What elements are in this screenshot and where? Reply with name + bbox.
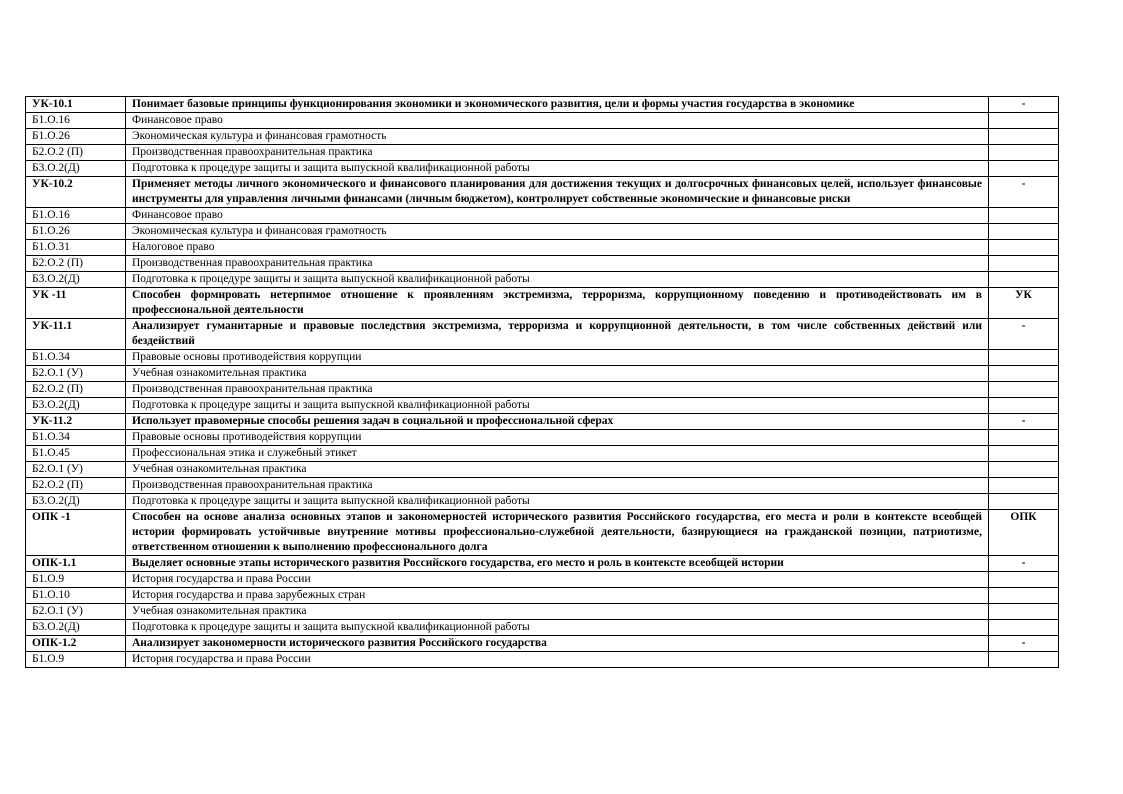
discipline-name-cell: Подготовка к процедуре защиты и защита выпускной квалификационной работы [126, 398, 989, 414]
discipline-code-cell: Б1.О.9 [26, 652, 126, 668]
competency-row [26, 319, 1059, 350]
discipline-row [26, 572, 1059, 588]
mark-cell [989, 604, 1059, 620]
discipline-row [26, 588, 1059, 604]
discipline-code-cell: Б3.О.2(Д) [26, 272, 126, 288]
competency-row [26, 177, 1059, 208]
competency-row [26, 414, 1059, 430]
competency-description-cell: Анализирует гуманитарные и правовые последствия экстремизма, терроризма и коррупционной деятельности, в том числе собственных действий или бездействий [126, 319, 989, 350]
discipline-name-cell: Финансовое право [126, 208, 989, 224]
discipline-code-cell: Б2.О.2 (П) [26, 145, 126, 161]
discipline-name-cell: Правовые основы противодействия коррупции [126, 350, 989, 366]
discipline-row [26, 446, 1059, 462]
discipline-row [26, 478, 1059, 494]
discipline-name-cell: История государства и права зарубежных стран [126, 588, 989, 604]
discipline-name-cell: Налоговое право [126, 240, 989, 256]
competency-code-cell: УК-11.2 [26, 414, 126, 430]
discipline-code-cell: Б1.О.9 [26, 572, 126, 588]
discipline-row [26, 224, 1059, 240]
discipline-code-cell: Б1.О.10 [26, 588, 126, 604]
discipline-name-cell: Производственная правоохранительная практика [126, 478, 989, 494]
mark-cell [989, 652, 1059, 668]
competency-code-cell: УК -11 [26, 288, 126, 319]
mark-cell [989, 430, 1059, 446]
discipline-name-cell: Учебная ознакомительная практика [126, 462, 989, 478]
mark-cell [989, 382, 1059, 398]
mark-cell [989, 129, 1059, 145]
discipline-code-cell: Б2.О.2 (П) [26, 256, 126, 272]
discipline-name-cell: Производственная правоохранительная практика [126, 256, 989, 272]
discipline-row [26, 129, 1059, 145]
mark-cell [989, 224, 1059, 240]
discipline-row [26, 494, 1059, 510]
mark-cell [989, 478, 1059, 494]
discipline-code-cell: Б3.О.2(Д) [26, 161, 126, 177]
mark-cell [989, 462, 1059, 478]
mark-cell [989, 572, 1059, 588]
discipline-row [26, 462, 1059, 478]
discipline-row [26, 350, 1059, 366]
competency-row [26, 636, 1059, 652]
discipline-code-cell: Б1.О.34 [26, 350, 126, 366]
discipline-name-cell: Учебная ознакомительная практика [126, 366, 989, 382]
mark-cell [989, 113, 1059, 129]
discipline-row [26, 620, 1059, 636]
discipline-code-cell: Б1.О.45 [26, 446, 126, 462]
mark-cell: - [989, 319, 1059, 350]
discipline-row [26, 382, 1059, 398]
discipline-name-cell: Производственная правоохранительная практика [126, 382, 989, 398]
discipline-code-cell: Б1.О.26 [26, 129, 126, 145]
mark-cell [989, 272, 1059, 288]
discipline-code-cell: Б1.О.34 [26, 430, 126, 446]
competencies-table [25, 96, 1059, 668]
mark-cell [989, 256, 1059, 272]
competency-row [26, 288, 1059, 319]
mark-cell [989, 588, 1059, 604]
discipline-code-cell: Б1.О.26 [26, 224, 126, 240]
discipline-row [26, 240, 1059, 256]
mark-cell: ОПК [989, 510, 1059, 556]
competency-code-cell: УК-10.1 [26, 97, 126, 113]
competency-code-cell: ОПК -1 [26, 510, 126, 556]
discipline-name-cell: История государства и права России [126, 572, 989, 588]
discipline-name-cell: Правовые основы противодействия коррупции [126, 430, 989, 446]
discipline-code-cell: Б1.О.31 [26, 240, 126, 256]
competency-description-cell: Применяет методы личного экономического и финансового планирования для достижения текущих и долгосрочных финансовых целей, использует финансовые инструменты для управления личными финансами (личным бюджетом), контролирует собственные экономические и финансовые риски [126, 177, 989, 208]
mark-cell [989, 350, 1059, 366]
discipline-name-cell: История государства и права России [126, 652, 989, 668]
competency-description-cell: Способен формировать нетерпимое отношение к проявлениям экстремизма, терроризма, коррупционному поведению и противодействовать им в профессиональной деятельности [126, 288, 989, 319]
discipline-name-cell: Подготовка к процедуре защиты и защита выпускной квалификационной работы [126, 620, 989, 636]
discipline-row [26, 366, 1059, 382]
mark-cell [989, 398, 1059, 414]
discipline-code-cell: Б2.О.1 (У) [26, 462, 126, 478]
discipline-row [26, 256, 1059, 272]
discipline-code-cell: Б3.О.2(Д) [26, 620, 126, 636]
competency-code-cell: УК-11.1 [26, 319, 126, 350]
discipline-code-cell: Б2.О.1 (У) [26, 604, 126, 620]
discipline-code-cell: Б1.О.16 [26, 208, 126, 224]
discipline-name-cell: Производственная правоохранительная практика [126, 145, 989, 161]
competency-description-cell: Способен на основе анализа основных этапов и закономерностей исторического развития Российского государства, его места и роли в контексте всеобщей истории формировать устойчивые внутренние мотивы профессионально-служебной деятельности, базирующиеся на гражданской позиции, патриотизме, ответственном отношении к выполнению профессионального долга [126, 510, 989, 556]
competency-description-cell: Понимает базовые принципы функционирования экономики и экономического развития, цели и формы участия государства в экономике [126, 97, 989, 113]
discipline-name-cell: Учебная ознакомительная практика [126, 604, 989, 620]
competency-row [26, 97, 1059, 113]
discipline-code-cell: Б3.О.2(Д) [26, 494, 126, 510]
discipline-name-cell: Подготовка к процедуре защиты и защита выпускной квалификационной работы [126, 272, 989, 288]
competency-description-cell: Использует правомерные способы решения задач в социальной и профессиональной сферах [126, 414, 989, 430]
discipline-row [26, 161, 1059, 177]
competency-code-cell: УК-10.2 [26, 177, 126, 208]
discipline-row [26, 652, 1059, 668]
discipline-row [26, 208, 1059, 224]
competencies-table-body [26, 97, 1059, 668]
discipline-name-cell: Финансовое право [126, 113, 989, 129]
discipline-row [26, 272, 1059, 288]
discipline-code-cell: Б2.О.2 (П) [26, 478, 126, 494]
mark-cell: УК [989, 288, 1059, 319]
mark-cell [989, 161, 1059, 177]
discipline-code-cell: Б1.О.16 [26, 113, 126, 129]
mark-cell [989, 366, 1059, 382]
discipline-name-cell: Экономическая культура и финансовая грамотность [126, 129, 989, 145]
mark-cell: - [989, 636, 1059, 652]
mark-cell: - [989, 556, 1059, 572]
discipline-code-cell: Б3.О.2(Д) [26, 398, 126, 414]
discipline-row [26, 604, 1059, 620]
discipline-row [26, 398, 1059, 414]
mark-cell [989, 494, 1059, 510]
competency-description-cell: Анализирует закономерности исторического развития Российского государства [126, 636, 989, 652]
discipline-name-cell: Подготовка к процедуре защиты и защита выпускной квалификационной работы [126, 494, 989, 510]
discipline-name-cell: Профессиональная этика и служебный этикет [126, 446, 989, 462]
discipline-code-cell: Б2.О.1 (У) [26, 366, 126, 382]
competency-row [26, 510, 1059, 556]
discipline-name-cell: Подготовка к процедуре защиты и защита выпускной квалификационной работы [126, 161, 989, 177]
discipline-row [26, 430, 1059, 446]
mark-cell [989, 620, 1059, 636]
mark-cell: - [989, 97, 1059, 113]
competency-code-cell: ОПК-1.1 [26, 556, 126, 572]
mark-cell [989, 446, 1059, 462]
discipline-row [26, 113, 1059, 129]
competency-description-cell: Выделяет основные этапы исторического развития Российского государства, его место и роль в контексте всеобщей истории [126, 556, 989, 572]
mark-cell [989, 145, 1059, 161]
mark-cell [989, 240, 1059, 256]
mark-cell [989, 208, 1059, 224]
discipline-name-cell: Экономическая культура и финансовая грамотность [126, 224, 989, 240]
mark-cell: - [989, 177, 1059, 208]
discipline-row [26, 145, 1059, 161]
mark-cell: - [989, 414, 1059, 430]
discipline-code-cell: Б2.О.2 (П) [26, 382, 126, 398]
competency-row [26, 556, 1059, 572]
competency-code-cell: ОПК-1.2 [26, 636, 126, 652]
